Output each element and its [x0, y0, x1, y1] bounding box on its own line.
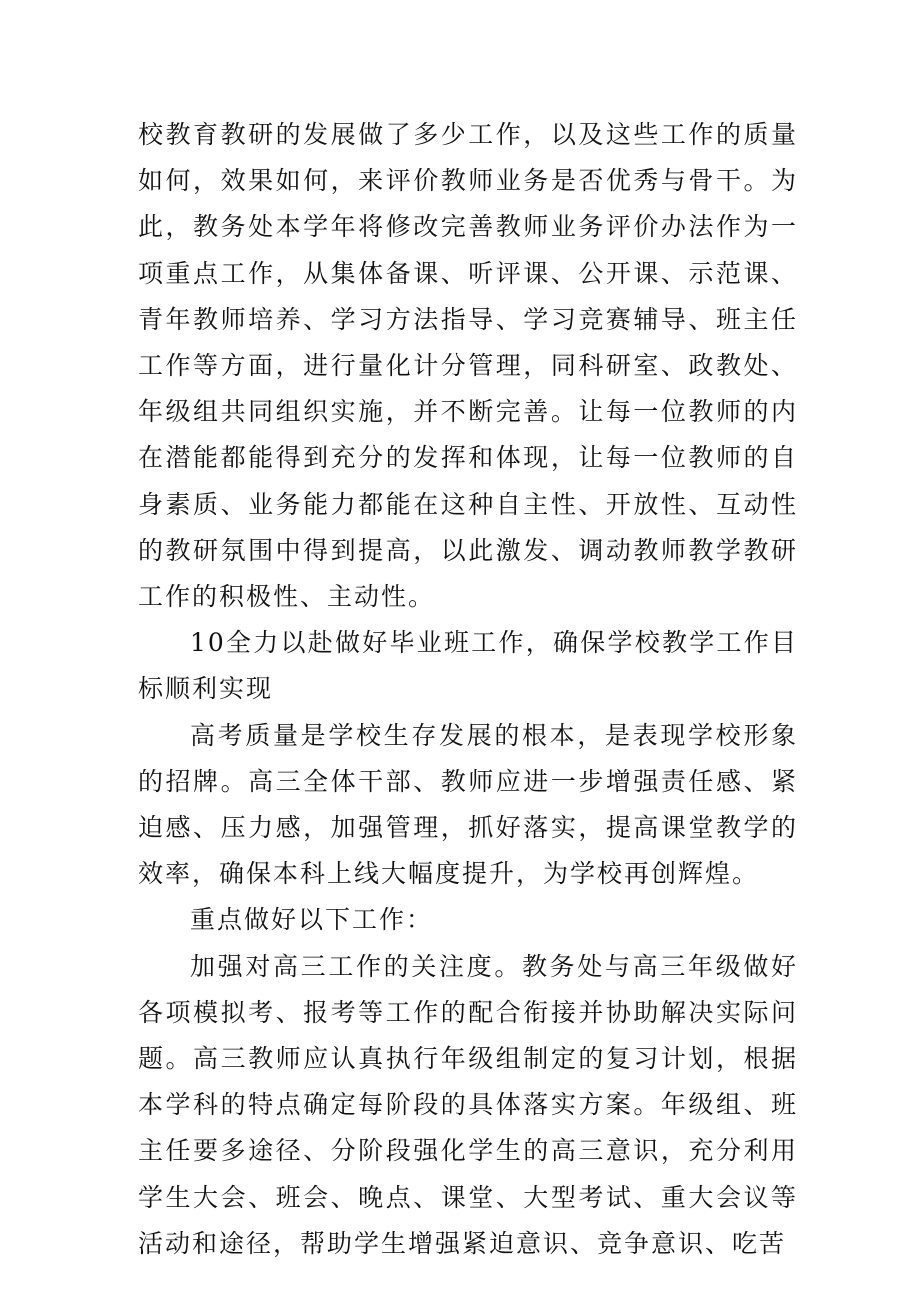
paragraph-key-tasks-intro: 重点做好以下工作： [190, 905, 434, 935]
paragraph-evaluation-method: 校教育教研的发展做了多少工作，以及这些工作的质量如何，效果如何，来评价教师业务是否优秀与骨干。为此，教务处本学年将修改完善教师业务评价办法作为一项重点工作，从集体备课、听评课、公开课、示范课、青年教师培养、学习方法指导、学习竞赛辅导、班主任工作等方面，进行量化计分管理，同科研室、政教处、年级组共同组织实施，并不断完善。让每一位教师的内在潜能都能得到充分的发挥和体现，让每一位教师的自身素质、业务能力都能在这种自主性、开放性、互动性的教研氛围中得到提高，以此激发、调动教师教学教研工作的积极性、主动性。 [138, 120, 798, 612]
paragraph-senior-year-focus: 加强对高三工作的关注度。教务处与高三年级做好各项模拟考、报考等工作的配合衔接并协助解决实际问题。高三教师应认真执行年级组制定的复习计划，根据本学科的特点确定每阶段的具体落实方案。年级组、班主任要多途径、分阶段强化学生的高三意识，充分利用学生大会、班会、晚点、课堂、大型考试、重大会议等活动和途径，帮助学生增强紧迫意识、竞争意识、吃苦 [138, 951, 798, 1258]
document-body [138, 112, 798, 1267]
paragraph-exam-quality: 高考质量是学校生存发展的根本，是表现学校形象的招牌。高三全体干部、教师应进一步增强责任感、紧迫感、压力感，加强管理，抓好落实，提高课堂教学的效率，确保本科上线大幅度提升，为学校再创辉煌。 [138, 720, 798, 889]
section-heading-graduating-class: 10全力以赴做好毕业班工作，确保学校教学工作目标顺利实现 [138, 628, 798, 704]
